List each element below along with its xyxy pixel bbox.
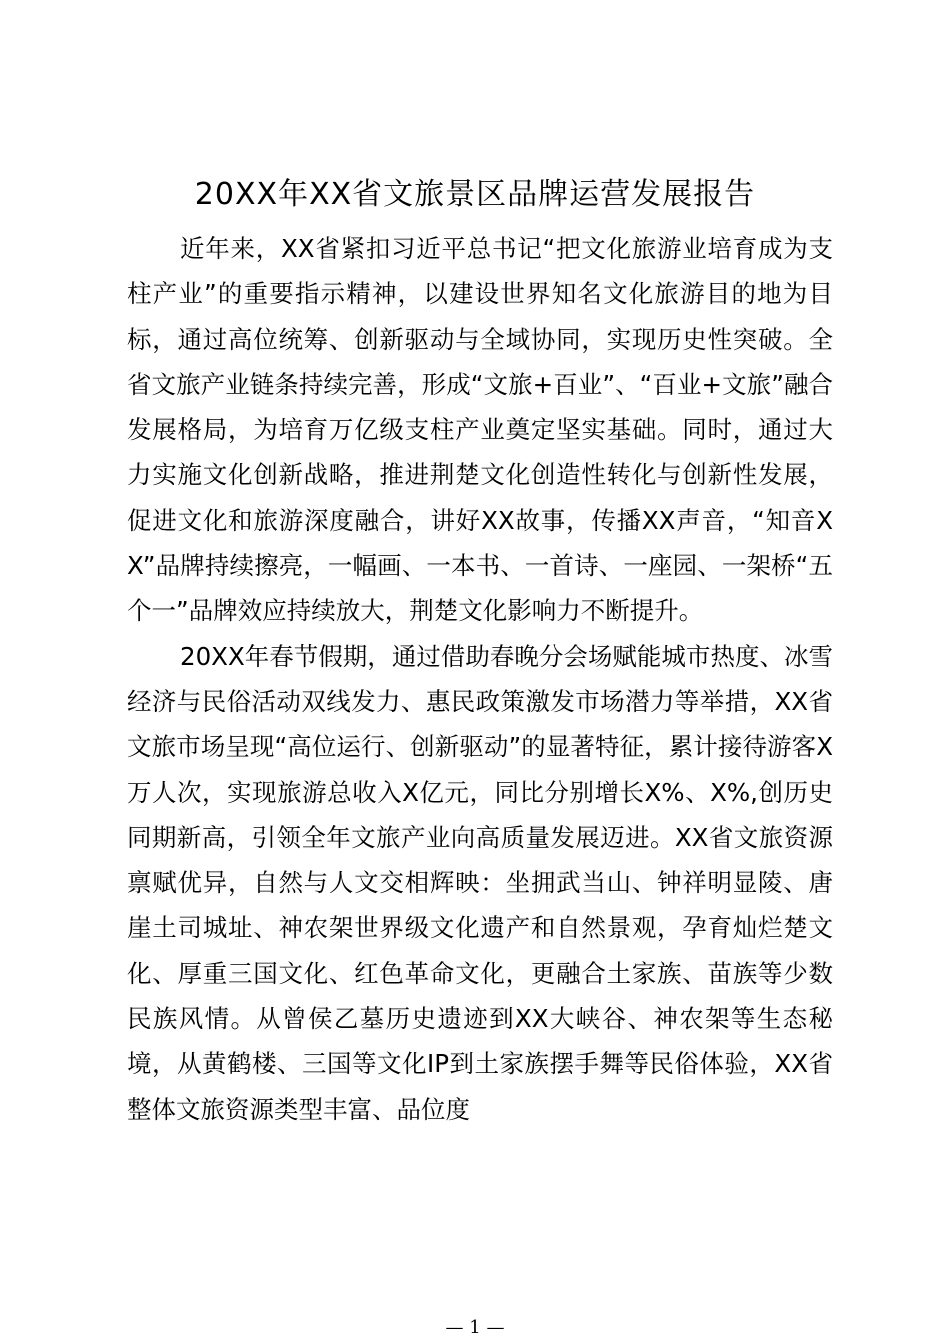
paragraph-spring-festival: 20XX年春节假期，通过借助春晚分会场赋能城市热度、冰雪经济与民俗活动双线发力、惠民政策激发市场潜力等举措，XX省文旅市场呈现“高位运行、创新驱动”的显著特征，累计接待游客X万人次，实现旅游总收入X亿元，同比分别增长X%、X%,创历史同期新高，引领全年文旅产业向高质量发展迈进。XX省文旅资源禀赋优异，自然与人文交相辉映：坐拥武当山、钟祥明显陵、唐崖土司城址、神农架世界级文化遗产和自然景观，孕育灿烂楚文化、厚重三国文化、红色革命文化，更融合土家族、苗族等少数民族风情。从曾侯乙墓历史遗迹到XX大峡谷、神农架等生态秘境，从黄鹤楼、三国等文化IP到土家族摆手舞等民俗体验，XX省整体文旅资源类型丰富、品位度 (127, 641, 833, 1124)
paragraph-intro: 近年来，XX省紧扣习近平总书记“把文化旅游业培育成为支柱产业”的重要指示精神，以建设世界知名文化旅游目的地为目标，通过高位统筹、创新驱动与全域协同，实现历史性突破。全省文旅产业链条持续完善，形成“文旅+百业”、“百业+文旅”融合发展格局，为培育万亿级支柱产业奠定坚实基础。同时，通过大力实施文化创新战略，推进荆楚文化创造性转化与创新性发展，促进文化和旅游深度融合，讲好XX故事，传播XX声音，“知音XX”品牌持续擦亮，一幅画、一本书、一首诗、一座园、一架桥“五个一”品牌效应持续放大，荆楚文化影响力不断提升。 (127, 234, 833, 626)
page-number: — 1 — (445, 1317, 505, 1338)
document-body (127, 226, 833, 1132)
document-title: 20XX年XX省文旅景区品牌运营发展报告 (194, 177, 756, 212)
